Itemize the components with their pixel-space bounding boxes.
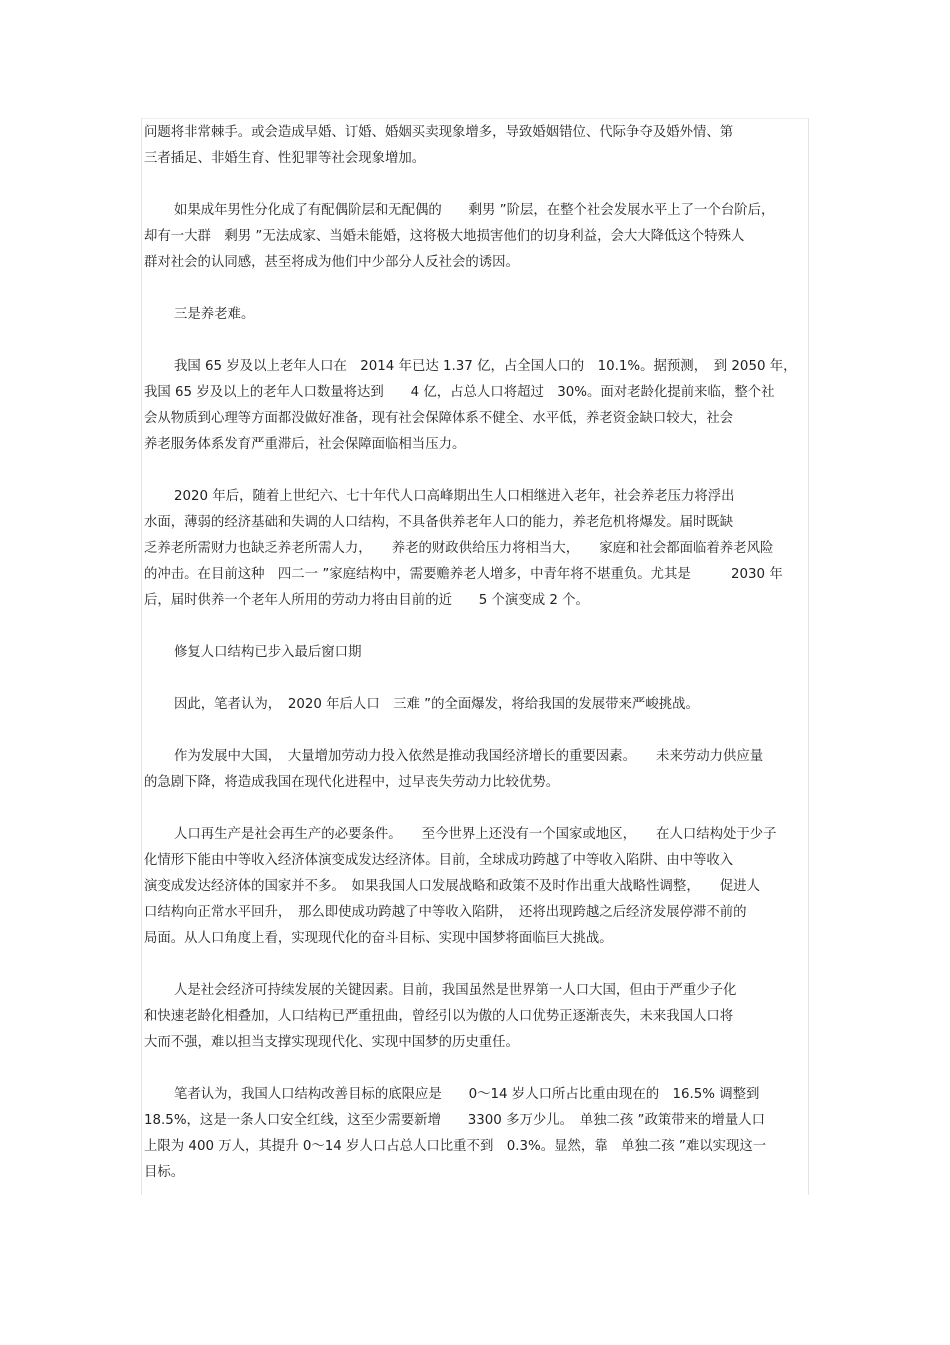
paragraph-2: 如果成年男性分化成了有配偶阶层和无配偶的 剩男 ”阶层，在整个社会发展水平上了一个台阶后， 却有一大群 剩男 ”无法成家、当婚未能婚，这将极大地损害他们的切身利益，会大大降低这个特殊人 群对社会的认同感，甚至将成为他们中少部分人反社会的诱因。	[144, 203, 775, 270]
paragraph-10: 人是社会经济可持续发展的关键因素。目前，我国虽然是世界第一人口大国，但由于严重少子化 和快速老龄化相叠加，人口结构已严重扭曲，曾经引以为傲的人口优势正逐渐丧失，未来我国人口将 大而不强，难以担当支撑实现现代化、实现中国梦的历史重任。	[144, 983, 737, 1050]
paragraph-11: 笔者认为，我国人口结构改善目标的底限应是 0～14 岁人口所占比重由现在的 16.5% 调整到 18.5%，这是一条人口安全红线，这至少需要新增 3300 多万少儿。 单独二孩 ”政策带来的增量人口 上限为 400 万人，其提升 0～14 岁人口占总人口比重不到 0.3%。显然，靠 单独二孩 ”难以实现这一 目标。	[144, 1087, 767, 1180]
paragraph-3-heading-elderly-care: 三是养老难。	[174, 307, 255, 322]
section-heading: 修复人口结构已步入最后窗口期	[174, 645, 362, 660]
paragraph-4: 我国 65 岁及以上老年人口在 2014 年已达 1.37 亿，占全国人口的 10.1%。据预测， 到 2050 年， 我国 65 岁及以上的老年人口数量将达到 4 亿，占总人口将超过 30%。面对老龄化提前来临，整个社 会从物质到心理等方面都没做好准备，现有社会保障体系不健全、水平低，养老资金缺口较大，社会 养老服务体系发育严重滞后，社会保障面临相当压力。	[144, 359, 797, 452]
paragraph-7: 因此，笔者认为， 2020 年后人口 三难 ”的全面爆发，将给我国的发展带来严峻挑战。	[174, 697, 699, 712]
document-body	[144, 120, 806, 1186]
paragraph-8: 作为发展中大国， 大量增加劳动力投入依然是推动我国经济增长的重要因素。 未来劳动力供应量 的急剧下降，将造成我国在现代化进程中，过早丧失劳动力比较优势。	[144, 749, 764, 790]
paragraph-9: 人口再生产是社会再生产的必要条件。 至今世界上还没有一个国家或地区， 在人口结构处于少子 化情形下能由中等收入经济体演变成发达经济体。目前，全球成功跨越了中等收入陷阱、由中等收入 演变成发达经济体的国家并不多。 如果我国人口发展战略和政策不及时作出重大战略性调整， 促进人 口结构向正常水平回升， 那么即使成功跨越了中等收入陷阱， 还将出现跨越之后经济发展停滞不前的 局面。从人口角度上看，实现现代化的奋斗目标、实现中国梦将面临巨大挑战。	[144, 827, 777, 946]
paragraph-5: 2020 年后，随着上世纪六、七十年代人口高峰期出生人口相继进入老年，社会养老压力将浮出 水面，薄弱的经济基础和失调的人口结构，不具备供养老年人口的能力，养老危机将爆发。届时既缺 乏养老所需财力也缺乏养老所需人力， 养老的财政供给压力将相当大， 家庭和社会都面临着养老风险 的冲击。在目前这种 四二一 ”家庭结构中，需要赡养老人增多，中青年将不堪重负。尤其是 2030 年 后，届时供养一个老年人所用的劳动力将由目前的近 5 个演变成 2 个。	[144, 489, 783, 608]
paragraph-1: 问题将非常棘手。或会造成早婚、订婚、婚姻买卖现象增多，导致婚姻错位、代际争夺及婚外情、第 三者插足、非婚生育、性犯罪等社会现象增加。	[144, 125, 734, 166]
